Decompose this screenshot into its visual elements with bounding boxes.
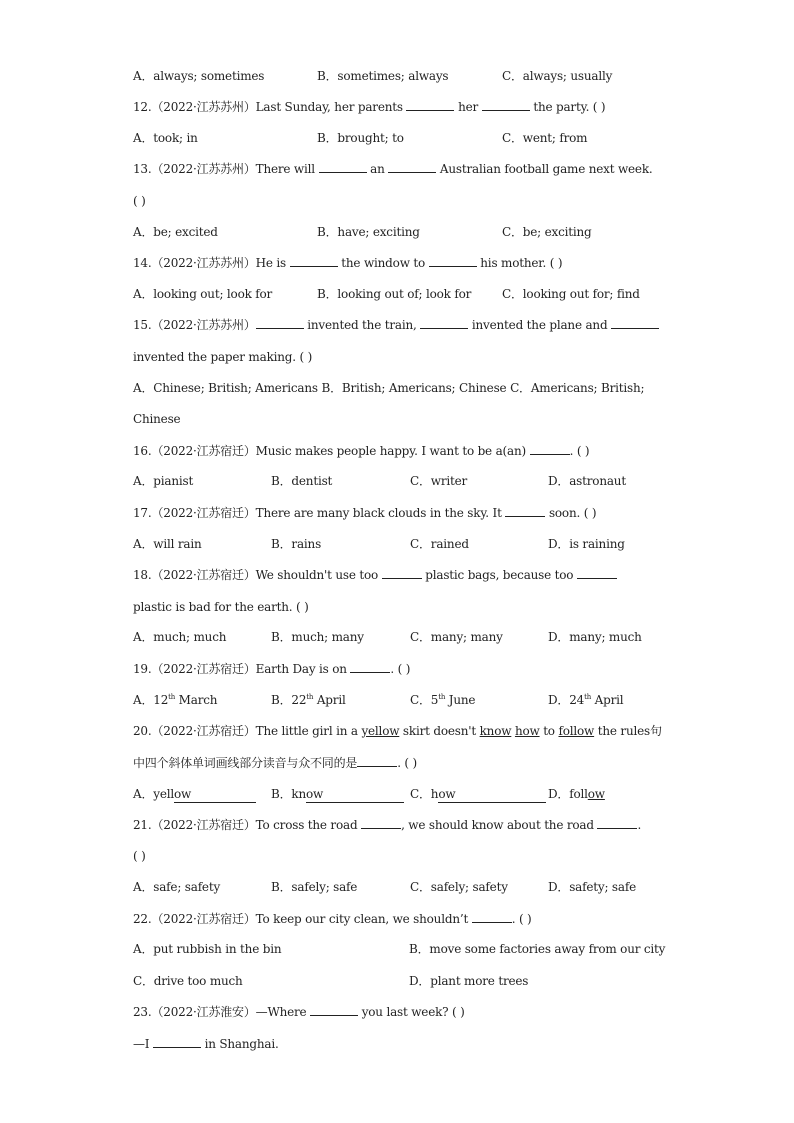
question-number: 17. [133,506,152,520]
q22-stem: 22.（2022·江苏宿迁）To keep our city clean, we shouldn’t . ( ) [133,912,532,926]
underlined-word: follow [558,724,595,738]
answer-blank[interactable] [420,317,468,329]
q20-option-d[interactable]: D．follow [548,787,605,801]
underlined-word: how [514,724,540,738]
q16-option-c[interactable]: C．writer [410,474,468,488]
answer-blank[interactable] [611,317,659,329]
q12-stem: 12.（2022·江苏苏州）Last Sunday, her parents her the party. ( ) [133,100,606,114]
question-source: （2022·江苏苏州） [151,318,256,332]
q19-option-d[interactable]: D．24th April [548,693,624,707]
question-number: 16. [133,444,152,458]
q20-cont: 中四个斜体单词画线部分读音与众不同的是 . ( ) [133,756,418,770]
q21-option-b[interactable]: B．safely; safe [271,880,358,894]
answer-blank[interactable] [361,817,401,829]
question-number: 15. [133,318,152,332]
question-number: 18. [133,568,152,582]
question-number: 23. [133,1005,152,1019]
q19-option-c[interactable]: C．5th June [410,693,476,707]
q22-option-b[interactable]: B．move some factories away from our city [409,942,666,956]
q22-option-d[interactable]: D．plant more trees [409,974,529,988]
q20-option-c[interactable]: C．how [410,786,546,803]
answer-blank[interactable] [290,255,338,267]
answer-blank[interactable] [597,817,637,829]
question-source: （2022·江苏苏州） [151,100,256,114]
question-number: 13. [133,162,152,176]
q18-option-a[interactable]: A．much; much [133,630,227,644]
question-source: （2022·江苏宿迁） [151,818,256,832]
question-source: （2022·江苏淮安） [151,1005,256,1019]
q11-option-c[interactable]: C．always; usually [502,69,613,83]
q16-option-b[interactable]: B．dentist [271,474,333,488]
q14-stem: 14.（2022·江苏苏州）He is the window to his mother. ( ) [133,256,563,270]
question-number: 21. [133,818,152,832]
q17-option-d[interactable]: D．is raining [548,537,625,551]
answer-blank[interactable] [406,99,454,111]
answer-blank[interactable] [388,161,436,173]
q21-option-a[interactable]: A．safe; safety [133,880,221,894]
q20-stem: 20.（2022·江苏宿迁）The little girl in a yellow skirt doesn't know how to follow the rules句 [133,724,662,738]
question-number: 20. [133,724,152,738]
q18-option-c[interactable]: C．many; many [410,630,503,644]
q21-option-c[interactable]: C．safely; safety [410,880,508,894]
q17-option-c[interactable]: C．rained [410,537,469,551]
q16-option-a[interactable]: A．pianist [133,474,194,488]
q20-option-a[interactable]: A．yellow [133,786,256,803]
q18-cont: plastic is bad for the earth. ( ) [133,600,309,614]
q15-stem: 15.（2022·江苏苏州） invented the train, invented the plane and [133,317,673,333]
q13-option-a[interactable]: A．be; excited [133,225,218,239]
q21-cont: ( ) [133,849,146,863]
question-number: 19. [133,662,152,676]
answer-blank[interactable] [472,911,512,923]
question-source: （2022·江苏宿迁） [151,444,256,458]
question-source: （2022·江苏宿迁） [151,912,256,926]
q18-stem: 18.（2022·江苏宿迁）We shouldn't use too plastic bags, because too [133,567,673,583]
q12-option-c[interactable]: C．went; from [502,131,588,145]
q13-option-b[interactable]: B．have; exciting [317,225,420,239]
q17-stem: 17.（2022·江苏宿迁）There are many black clouds in the sky. It soon. ( ) [133,506,597,520]
q13-cont: ( ) [133,194,146,208]
q14-option-c[interactable]: C．looking out for; find [502,287,640,301]
q23-stem: 23.（2022·江苏淮安）—Where you last week? ( ) [133,1005,465,1019]
q19-stem: 19.（2022·江苏宿迁）Earth Day is on . ( ) [133,662,411,676]
q15-options[interactable]: A．Chinese; British; Americans B．British; Americans; Chinese C．Americans; British; [133,381,645,395]
q12-option-a[interactable]: A．took; in [133,131,198,145]
q12-option-b[interactable]: B．brought; to [317,131,404,145]
answer-blank[interactable] [382,567,422,579]
q19-option-a[interactable]: A．12th March [133,693,218,707]
q13-stem: 13.（2022·江苏苏州）There will an Australian football game next week. [133,162,653,176]
q21-stem: 21.（2022·江苏宿迁）To cross the road , we should know about the road . [133,818,642,832]
answer-blank[interactable] [310,1004,358,1016]
q18-option-d[interactable]: D．many; much [548,630,642,644]
answer-blank[interactable] [505,505,545,517]
q14-option-a[interactable]: A．looking out; look for [133,287,273,301]
answer-blank[interactable] [350,661,390,673]
question-source: （2022·江苏苏州） [151,162,256,176]
q13-option-c[interactable]: C．be; exciting [502,225,592,239]
q11-option-a[interactable]: A．always; sometimes [133,69,265,83]
q23-reply: —I in Shanghai. [133,1037,279,1051]
answer-blank[interactable] [429,255,477,267]
q14-option-b[interactable]: B．looking out of; look for [317,287,472,301]
q11-option-b[interactable]: B．sometimes; always [317,69,449,83]
question-number: 12. [133,100,152,114]
q15-cont: invented the paper making. ( ) [133,350,313,364]
question-source: （2022·江苏宿迁） [151,568,256,582]
q16-option-d[interactable]: D．astronaut [548,474,626,488]
question-number: 14. [133,256,152,270]
q17-option-b[interactable]: B．rains [271,537,322,551]
answer-blank[interactable] [357,755,397,767]
answer-blank[interactable] [256,317,304,329]
q22-option-a[interactable]: A．put rubbish in the bin [133,942,282,956]
question-source: （2022·江苏苏州） [151,256,256,270]
answer-blank[interactable] [530,443,570,455]
answer-blank[interactable] [153,1036,201,1048]
q21-option-d[interactable]: D．safety; safe [548,880,636,894]
q20-option-b[interactable]: B．know [271,786,404,803]
q22-option-c[interactable]: C．drive too much [133,974,243,988]
question-source: （2022·江苏宿迁） [151,506,256,520]
q15-options-cont[interactable]: Chinese [133,412,181,426]
answer-blank[interactable] [482,99,530,111]
q18-option-b[interactable]: B．much; many [271,630,364,644]
underlined-word: yellow [361,724,400,738]
answer-blank[interactable] [319,161,367,173]
answer-blank[interactable] [577,567,617,579]
question-source: （2022·江苏宿迁） [151,662,256,676]
underlined-word: know [479,724,512,738]
q16-stem: 16.（2022·江苏宿迁）Music makes people happy. I want to be a(an) . ( ) [133,444,590,458]
question-number: 22. [133,912,152,926]
question-source: （2022·江苏宿迁） [151,724,256,738]
q17-option-a[interactable]: A．will rain [133,537,202,551]
q19-option-b[interactable]: B．22th April [271,693,346,707]
